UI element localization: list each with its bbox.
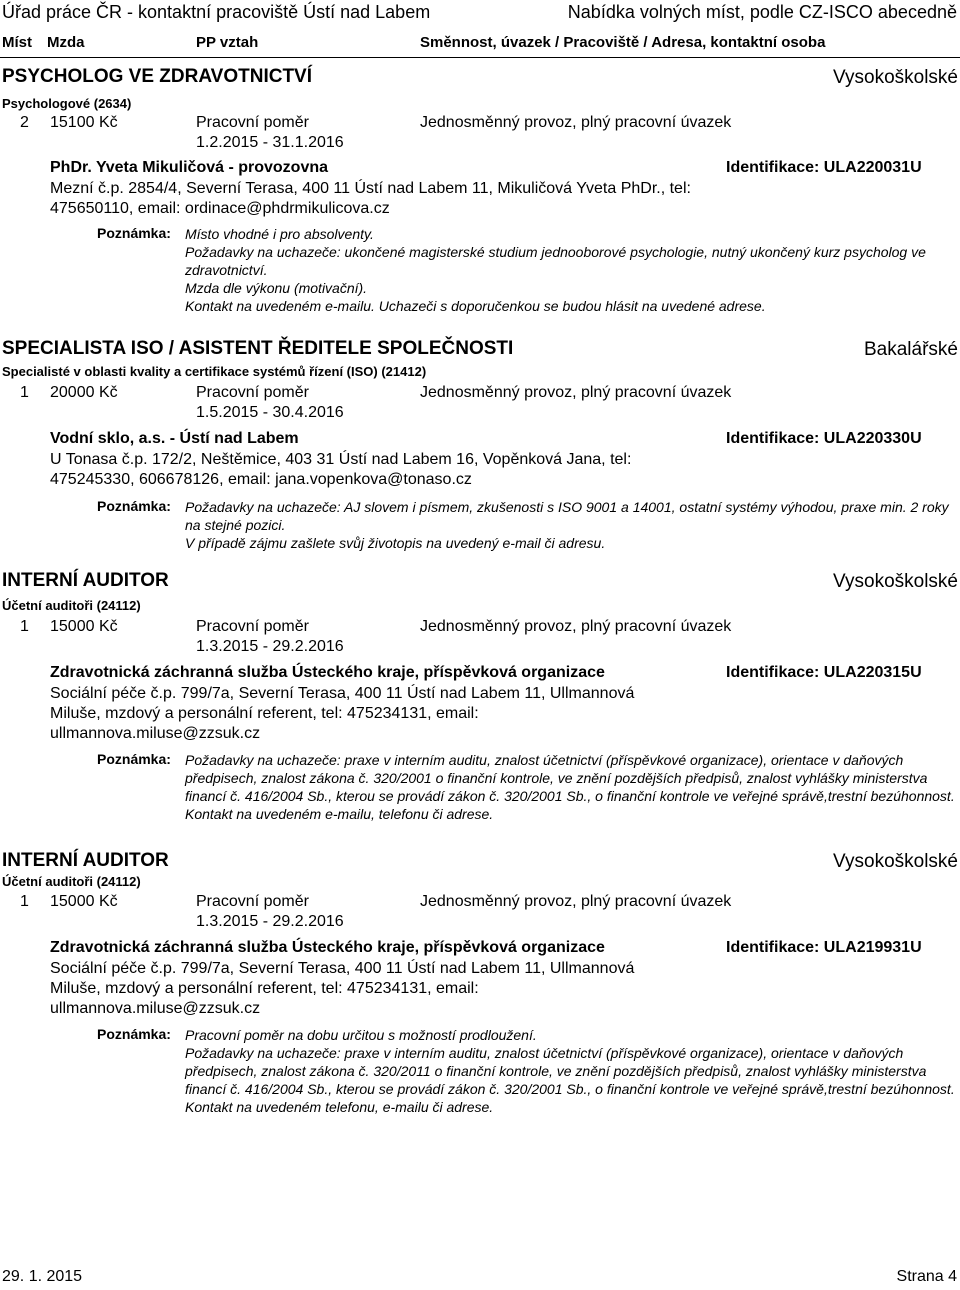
note-label: Poznámka: xyxy=(97,225,171,241)
note-label: Poznámka: xyxy=(97,498,171,514)
page-header xyxy=(0,0,960,58)
job-title: INTERNÍ AUDITOR xyxy=(2,570,169,591)
column-mist: Míst xyxy=(2,34,32,51)
employer-address: Sociální péče č.p. 799/7a, Severní Terasa, 400 11 Ústí nad Labem 11, Ullmannová Miluše, mzdový a personální referent, tel: 475234131, email: ullmannova.miluse@zzsuk.cz xyxy=(50,685,635,742)
note-label: Poznámka: xyxy=(97,751,171,767)
position-count: 1 xyxy=(20,618,29,635)
job-title: SPECIALISTA ISO / ASISTENT ŘEDITELE SPOLEČNOSTI xyxy=(2,338,514,359)
date-range: 1.3.2015 - 29.2.2016 xyxy=(196,638,344,655)
job-category: Psychologové (2634) xyxy=(2,96,132,111)
note-line: V případě zájmu zašlete svůj životopis na uvedený e-mail či adresu. xyxy=(185,535,606,551)
job-title: PSYCHOLOG VE ZDRAVOTNICTVÍ xyxy=(2,66,313,87)
position-count: 2 xyxy=(20,114,29,131)
note-line: Požadavky na uchazeče: ukončené magisterské studium jednooborové psychologie, nutný ukončený kurz psycholog ve zdravotnictví. xyxy=(185,244,926,278)
note-line: Kontakt na uvedeném telefonu, e-mailu či adrese. xyxy=(185,1099,494,1115)
employer-name: Zdravotnická záchranná služba Ústeckého kraje, příspěvková organizace xyxy=(50,664,605,681)
job-note xyxy=(185,751,955,823)
employment-relation: Pracovní poměr xyxy=(196,618,309,635)
employer-name: Zdravotnická záchranná služba Ústeckého kraje, příspěvková organizace xyxy=(50,939,605,956)
salary: 20000 Kč xyxy=(50,384,118,401)
employer-address: U Tonasa č.p. 172/2, Neštěmice, 403 31 Ústí nad Labem 16, Vopěnková Jana, tel: 475245330, 606678126, email: jana.vopenkova@tonaso.cz xyxy=(50,451,632,488)
job-note xyxy=(185,225,955,315)
employment-relation: Pracovní poměr xyxy=(196,384,309,401)
job-identification: Identifikace: ULA220315U xyxy=(726,664,922,681)
employer-address: Sociální péče č.p. 799/7a, Severní Terasa, 400 11 Ústí nad Labem 11, Ullmannová Miluše, mzdový a personální referent, tel: 475234131, email: ullmannova.miluse@zzsuk.cz xyxy=(50,960,635,1017)
office-title: Úřad práce ČR - kontaktní pracoviště Ústí nad Labem xyxy=(2,2,431,22)
job-note xyxy=(185,1026,955,1116)
position-count: 1 xyxy=(20,384,29,401)
column-mzda: Mzda xyxy=(47,34,85,51)
job-category: Specialisté v oblasti kvality a certifikace systémů řízení (ISO) (21412) xyxy=(2,364,427,379)
shift-type: Jednosměnný provoz, plný pracovní úvazek xyxy=(420,114,732,131)
note-line: Požadavky na uchazeče: praxe v interním auditu, znalost účetnictví (příspěvkové organizace), orientace v daňových předpisech, znalost zákona č. 320/2011 o finanční kontrole, ve znění pozdějších předpisů, znalost vyhlášky ministerstva financí č. 416/2004 Sb., kterou se provádí zákon č. 320/2001 Sb., o finanční kontrole ve veřejné správě,trestní bezúhonnost. xyxy=(185,1045,955,1097)
page-number: Strana 4 xyxy=(896,1268,957,1285)
shift-type: Jednosměnný provoz, plný pracovní úvazek xyxy=(420,384,732,401)
position-count: 1 xyxy=(20,893,29,910)
note-line: Místo vhodné i pro absolventy. xyxy=(185,226,374,242)
education-level: Vysokoškolské xyxy=(833,851,958,872)
column-smennost: Směnnost, úvazek / Pracoviště / Adresa, kontaktní osoba xyxy=(420,34,826,51)
shift-type: Jednosměnný provoz, plný pracovní úvazek xyxy=(420,893,732,910)
employer-name: Vodní sklo, a.s. - Ústí nad Labem xyxy=(50,430,299,447)
education-level: Vysokoškolské xyxy=(833,67,958,88)
note-line: Požadavky na uchazeče: praxe v interním auditu, znalost účetnictví (příspěvkové organizace), orientace v daňových předpisech, znalost zákona č. 320/2001 o finanční kontrole, ve znění pozdějších předpisů, znalost vyhlášky ministerstva financí č. 416/2004 Sb., kterou se provádí zákon č. 320/2001 Sb., o finanční kontrole ve veřejné správě,trestní bezúhonnost. xyxy=(185,752,955,804)
date-range: 1.5.2015 - 30.4.2016 xyxy=(196,404,344,421)
note-label: Poznámka: xyxy=(97,1026,171,1042)
job-identification: Identifikace: ULA219931U xyxy=(726,939,922,956)
salary: 15000 Kč xyxy=(50,618,118,635)
employment-relation: Pracovní poměr xyxy=(196,893,309,910)
job-identification: Identifikace: ULA220330U xyxy=(726,430,922,447)
note-line: Požadavky na uchazeče: AJ slovem i písmem, zkušenosti s ISO 9001 a 14001, ostatní systémy výhodou, praxe min. 2 roky na stejné pozici. xyxy=(185,499,949,533)
employment-relation: Pracovní poměr xyxy=(196,114,309,131)
job-category: Účetní auditoři (24112) xyxy=(2,598,141,613)
salary: 15000 Kč xyxy=(50,893,118,910)
salary: 15100 Kč xyxy=(50,114,118,131)
job-category: Účetní auditoři (24112) xyxy=(2,874,141,889)
job-identification: Identifikace: ULA220031U xyxy=(726,159,922,176)
header-divider xyxy=(0,57,960,58)
shift-type: Jednosměnný provoz, plný pracovní úvazek xyxy=(420,618,732,635)
education-level: Bakalářské xyxy=(864,339,958,360)
date-range: 1.2.2015 - 31.1.2016 xyxy=(196,134,344,151)
job-title: INTERNÍ AUDITOR xyxy=(2,850,169,871)
date-range: 1.3.2015 - 29.2.2016 xyxy=(196,913,344,930)
employer-name: PhDr. Yveta Mikuličová - provozovna xyxy=(50,159,329,176)
employer-address: Mezní č.p. 2854/4, Severní Terasa, 400 11 Ústí nad Labem 11, Mikuličová Yveta PhDr., tel: 475650110, email: ordinace@phdrmikulicova.cz xyxy=(50,180,691,217)
column-pp-vztah: PP vztah xyxy=(196,34,259,51)
education-level: Vysokoškolské xyxy=(833,571,958,592)
note-line: Kontakt na uvedeném e-mailu. Uchazeči s doporučenkou se budou hlásit na uvedené adrese. xyxy=(185,298,766,314)
note-line: Pracovní poměr na dobu určitou s možností prodloužení. xyxy=(185,1027,537,1043)
note-line: Mzda dle výkonu (motivační). xyxy=(185,280,368,296)
note-line: Kontakt na uvedeném e-mailu, telefonu či adrese. xyxy=(185,806,494,822)
job-note xyxy=(185,498,955,552)
report-title: Nabídka volných míst, podle CZ-ISCO abecedně xyxy=(567,2,957,22)
footer-date: 29. 1. 2015 xyxy=(2,1268,83,1285)
